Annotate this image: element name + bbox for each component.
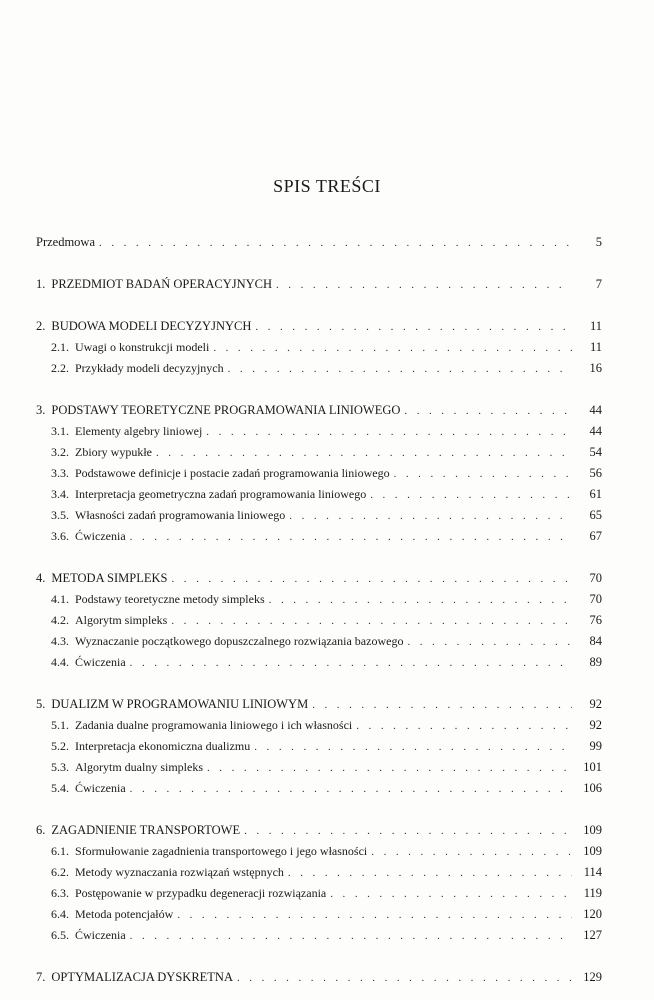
toc-entry-page: 16 <box>589 361 602 375</box>
toc-entry-number: 5.3. <box>51 760 69 774</box>
toc-chapter-4 <box>36 568 602 589</box>
toc-section-3-4 <box>36 484 602 505</box>
dot-leader <box>130 779 572 800</box>
toc-entry-number: 6.2. <box>51 865 69 879</box>
toc-section-3-2 <box>36 442 602 463</box>
toc-section-5-3 <box>36 757 602 778</box>
toc-entry-number: 1. <box>36 277 46 291</box>
toc-section-4-4 <box>36 652 602 673</box>
dot-leader <box>394 464 572 485</box>
toc-entry-text: Interpretacja ekonomiczna dualizmu <box>75 739 251 753</box>
toc-entry-page: 92 <box>589 718 602 732</box>
toc-entry-number: 5. <box>36 697 46 711</box>
toc-entry-number: 4.2. <box>51 613 69 627</box>
dot-leader <box>130 926 572 947</box>
toc-entry-page: 44 <box>589 424 602 438</box>
toc-entry-number: 5.1. <box>51 718 69 732</box>
toc-entry-number: 3.2. <box>51 445 69 459</box>
toc-entry-page: 84 <box>589 634 602 648</box>
toc-section-6-3 <box>36 883 602 904</box>
toc-entry-text: Przykłady modeli decyzyjnych <box>75 361 224 375</box>
toc-entry-text: Własności zadań programowania liniowego <box>75 508 286 522</box>
dot-leader <box>289 506 572 527</box>
toc-entry-page: 120 <box>583 907 602 921</box>
toc-entry-page: 114 <box>583 865 602 879</box>
dot-leader <box>237 968 572 989</box>
dot-leader <box>254 737 572 758</box>
dot-leader <box>213 338 572 359</box>
toc-section-6-5 <box>36 925 602 946</box>
toc-entry-page: 109 <box>583 823 602 837</box>
toc-chapter-7 <box>36 967 602 988</box>
toc-entry-page: 7 <box>595 277 602 291</box>
toc-entry-number: 7. <box>36 970 46 984</box>
toc-entry-number: 3.3. <box>51 466 69 480</box>
toc-entry-page: 99 <box>589 739 602 753</box>
dot-leader <box>244 821 572 842</box>
toc-entry-preface <box>36 232 602 253</box>
toc-section-6-1 <box>36 841 602 862</box>
dot-leader <box>404 401 572 422</box>
toc-entry-number: 4.1. <box>51 592 69 606</box>
dot-leader <box>269 590 572 611</box>
toc-entry-text: PODSTAWY TEORETYCZNE PROGRAMOWANIA LINIOWEGO <box>51 403 401 417</box>
toc-entry-text: Metoda potencjałów <box>75 907 174 921</box>
toc-section-5-1 <box>36 715 602 736</box>
toc-entry-page: 101 <box>583 760 602 774</box>
toc-entry-text: Metody wyznaczania rozwiązań wstępnych <box>75 865 284 879</box>
toc-entry-page: 129 <box>583 970 602 984</box>
toc-section-3-5 <box>36 505 602 526</box>
toc-entry-page: 89 <box>589 655 602 669</box>
toc-entry-text: Postępowanie w przypadku degeneracji rozwiązania <box>75 886 327 900</box>
toc-entry-text: Wyznaczanie początkowego dopuszczalnego rozwiązania bazowego <box>75 634 404 648</box>
toc-section-5-2 <box>36 736 602 757</box>
toc-entry-text: Zbiory wypukłe <box>75 445 152 459</box>
toc-section-4-1 <box>36 589 602 610</box>
toc-entry-number: 2. <box>36 319 46 333</box>
dot-leader <box>288 863 572 884</box>
toc-section-6-2 <box>36 862 602 883</box>
toc-section-4-3 <box>36 631 602 652</box>
dot-leader <box>207 758 572 779</box>
toc-entry-text: Interpretacja geometryczna zadań programowania liniowego <box>75 487 367 501</box>
toc-entry-page: 61 <box>589 487 602 501</box>
toc-entry-text: Zadania dualne programowania liniowego i ich własności <box>75 718 353 732</box>
dot-leader <box>330 884 572 905</box>
dot-leader <box>371 842 572 863</box>
toc-entry-number: 4.4. <box>51 655 69 669</box>
dot-leader <box>99 233 572 254</box>
toc-section-4-2 <box>36 610 602 631</box>
toc-entry-text: Uwagi o konstrukcji modeli <box>75 340 210 354</box>
toc-chapter-5 <box>36 694 602 715</box>
dot-leader <box>255 317 572 338</box>
dot-leader <box>177 905 572 926</box>
dot-leader <box>171 611 572 632</box>
toc-chapter-3 <box>36 400 602 421</box>
toc-entry-page: 11 <box>589 340 602 354</box>
toc-chapter-6 <box>36 820 602 841</box>
toc-entry-page: 70 <box>589 571 602 585</box>
toc-entry-text: Podstawowe definicje i postacie zadań programowania liniowego <box>75 466 390 480</box>
toc-entry-page: 44 <box>589 403 602 417</box>
toc-entry-text: Elementy algebry liniowej <box>75 424 203 438</box>
toc-section-2-1 <box>36 337 602 358</box>
dot-leader <box>276 275 572 296</box>
toc-entry-number: 2.1. <box>51 340 69 354</box>
toc-section-5-4 <box>36 778 602 799</box>
toc-entry-page: 67 <box>589 529 602 543</box>
toc-section-3-1 <box>36 421 602 442</box>
dot-leader <box>228 359 572 380</box>
toc-entry-page: 92 <box>589 697 602 711</box>
toc-entry-number: 4. <box>36 571 46 585</box>
dot-leader <box>130 653 572 674</box>
dot-leader <box>370 485 572 506</box>
toc-entry-text: Algorytm dualny simpleks <box>75 760 203 774</box>
toc-entry-text: ZAGADNIENIE TRANSPORTOWE <box>51 823 241 837</box>
toc-entry-page: 106 <box>583 781 602 795</box>
toc-entry-text: Ćwiczenia <box>75 655 126 669</box>
toc-entry-number: 2.2. <box>51 361 69 375</box>
toc-entry-text: Ćwiczenia <box>75 928 126 942</box>
toc-entry-text: Podstawy teoretyczne metody simpleks <box>75 592 265 606</box>
toc-entry-number: 6.4. <box>51 907 69 921</box>
toc-entry-text: OPTYMALIZACJA DYSKRETNA <box>51 970 233 984</box>
dot-leader <box>407 632 572 653</box>
toc-entry-page: 65 <box>589 508 602 522</box>
toc-entry-page: 56 <box>589 466 602 480</box>
dot-leader <box>206 422 572 443</box>
toc-entry-page: 76 <box>589 613 602 627</box>
toc-entry-number: 5.2. <box>51 739 69 753</box>
toc-entry-text: Przedmowa <box>36 235 96 249</box>
toc-entry-page: 54 <box>589 445 602 459</box>
toc-chapter-2 <box>36 316 602 337</box>
toc-entry-page: 119 <box>583 886 602 900</box>
dot-leader <box>156 443 572 464</box>
toc-entry-number: 3. <box>36 403 46 417</box>
toc-entry-page: 109 <box>583 844 602 858</box>
toc-entry-number: 6.3. <box>51 886 69 900</box>
toc-entry-number: 3.1. <box>51 424 69 438</box>
table-of-contents <box>36 232 602 988</box>
toc-entry-number: 3.6. <box>51 529 69 543</box>
dot-leader <box>312 695 572 716</box>
toc-entry-number: 4.3. <box>51 634 69 648</box>
toc-entry-number: 3.5. <box>51 508 69 522</box>
toc-entry-text: METODA SIMPLEKS <box>51 571 168 585</box>
toc-entry-page: 70 <box>589 592 602 606</box>
toc-section-6-4 <box>36 904 602 925</box>
toc-entry-text: Sformułowanie zagadnienia transportowego i jego własności <box>75 844 368 858</box>
toc-entry-text: DUALIZM W PROGRAMOWANIU LINIOWYM <box>51 697 309 711</box>
toc-entry-page: 5 <box>595 235 602 249</box>
toc-entry-text: Ćwiczenia <box>75 781 126 795</box>
toc-entry-text: PRZEDMIOT BADAŃ OPERACYJNYCH <box>51 277 272 291</box>
dot-leader <box>130 527 572 548</box>
toc-section-2-2 <box>36 358 602 379</box>
page-title: SPIS TREŚCI <box>273 176 381 196</box>
toc-entry-number: 6. <box>36 823 46 837</box>
toc-chapter-1 <box>36 274 602 295</box>
toc-entry-page: 11 <box>589 319 602 333</box>
toc-entry-number: 6.1. <box>51 844 69 858</box>
toc-section-3-3 <box>36 463 602 484</box>
toc-entry-number: 3.4. <box>51 487 69 501</box>
toc-entry-page: 127 <box>583 928 602 942</box>
toc-entry-text: BUDOWA MODELI DECYZYJNYCH <box>51 319 252 333</box>
toc-entry-text: Algorytm simpleks <box>75 613 168 627</box>
toc-entry-text: Ćwiczenia <box>75 529 126 543</box>
dot-leader <box>356 716 572 737</box>
toc-section-3-6 <box>36 526 602 547</box>
dot-leader <box>171 569 572 590</box>
toc-entry-number: 6.5. <box>51 928 69 942</box>
toc-entry-number: 5.4. <box>51 781 69 795</box>
